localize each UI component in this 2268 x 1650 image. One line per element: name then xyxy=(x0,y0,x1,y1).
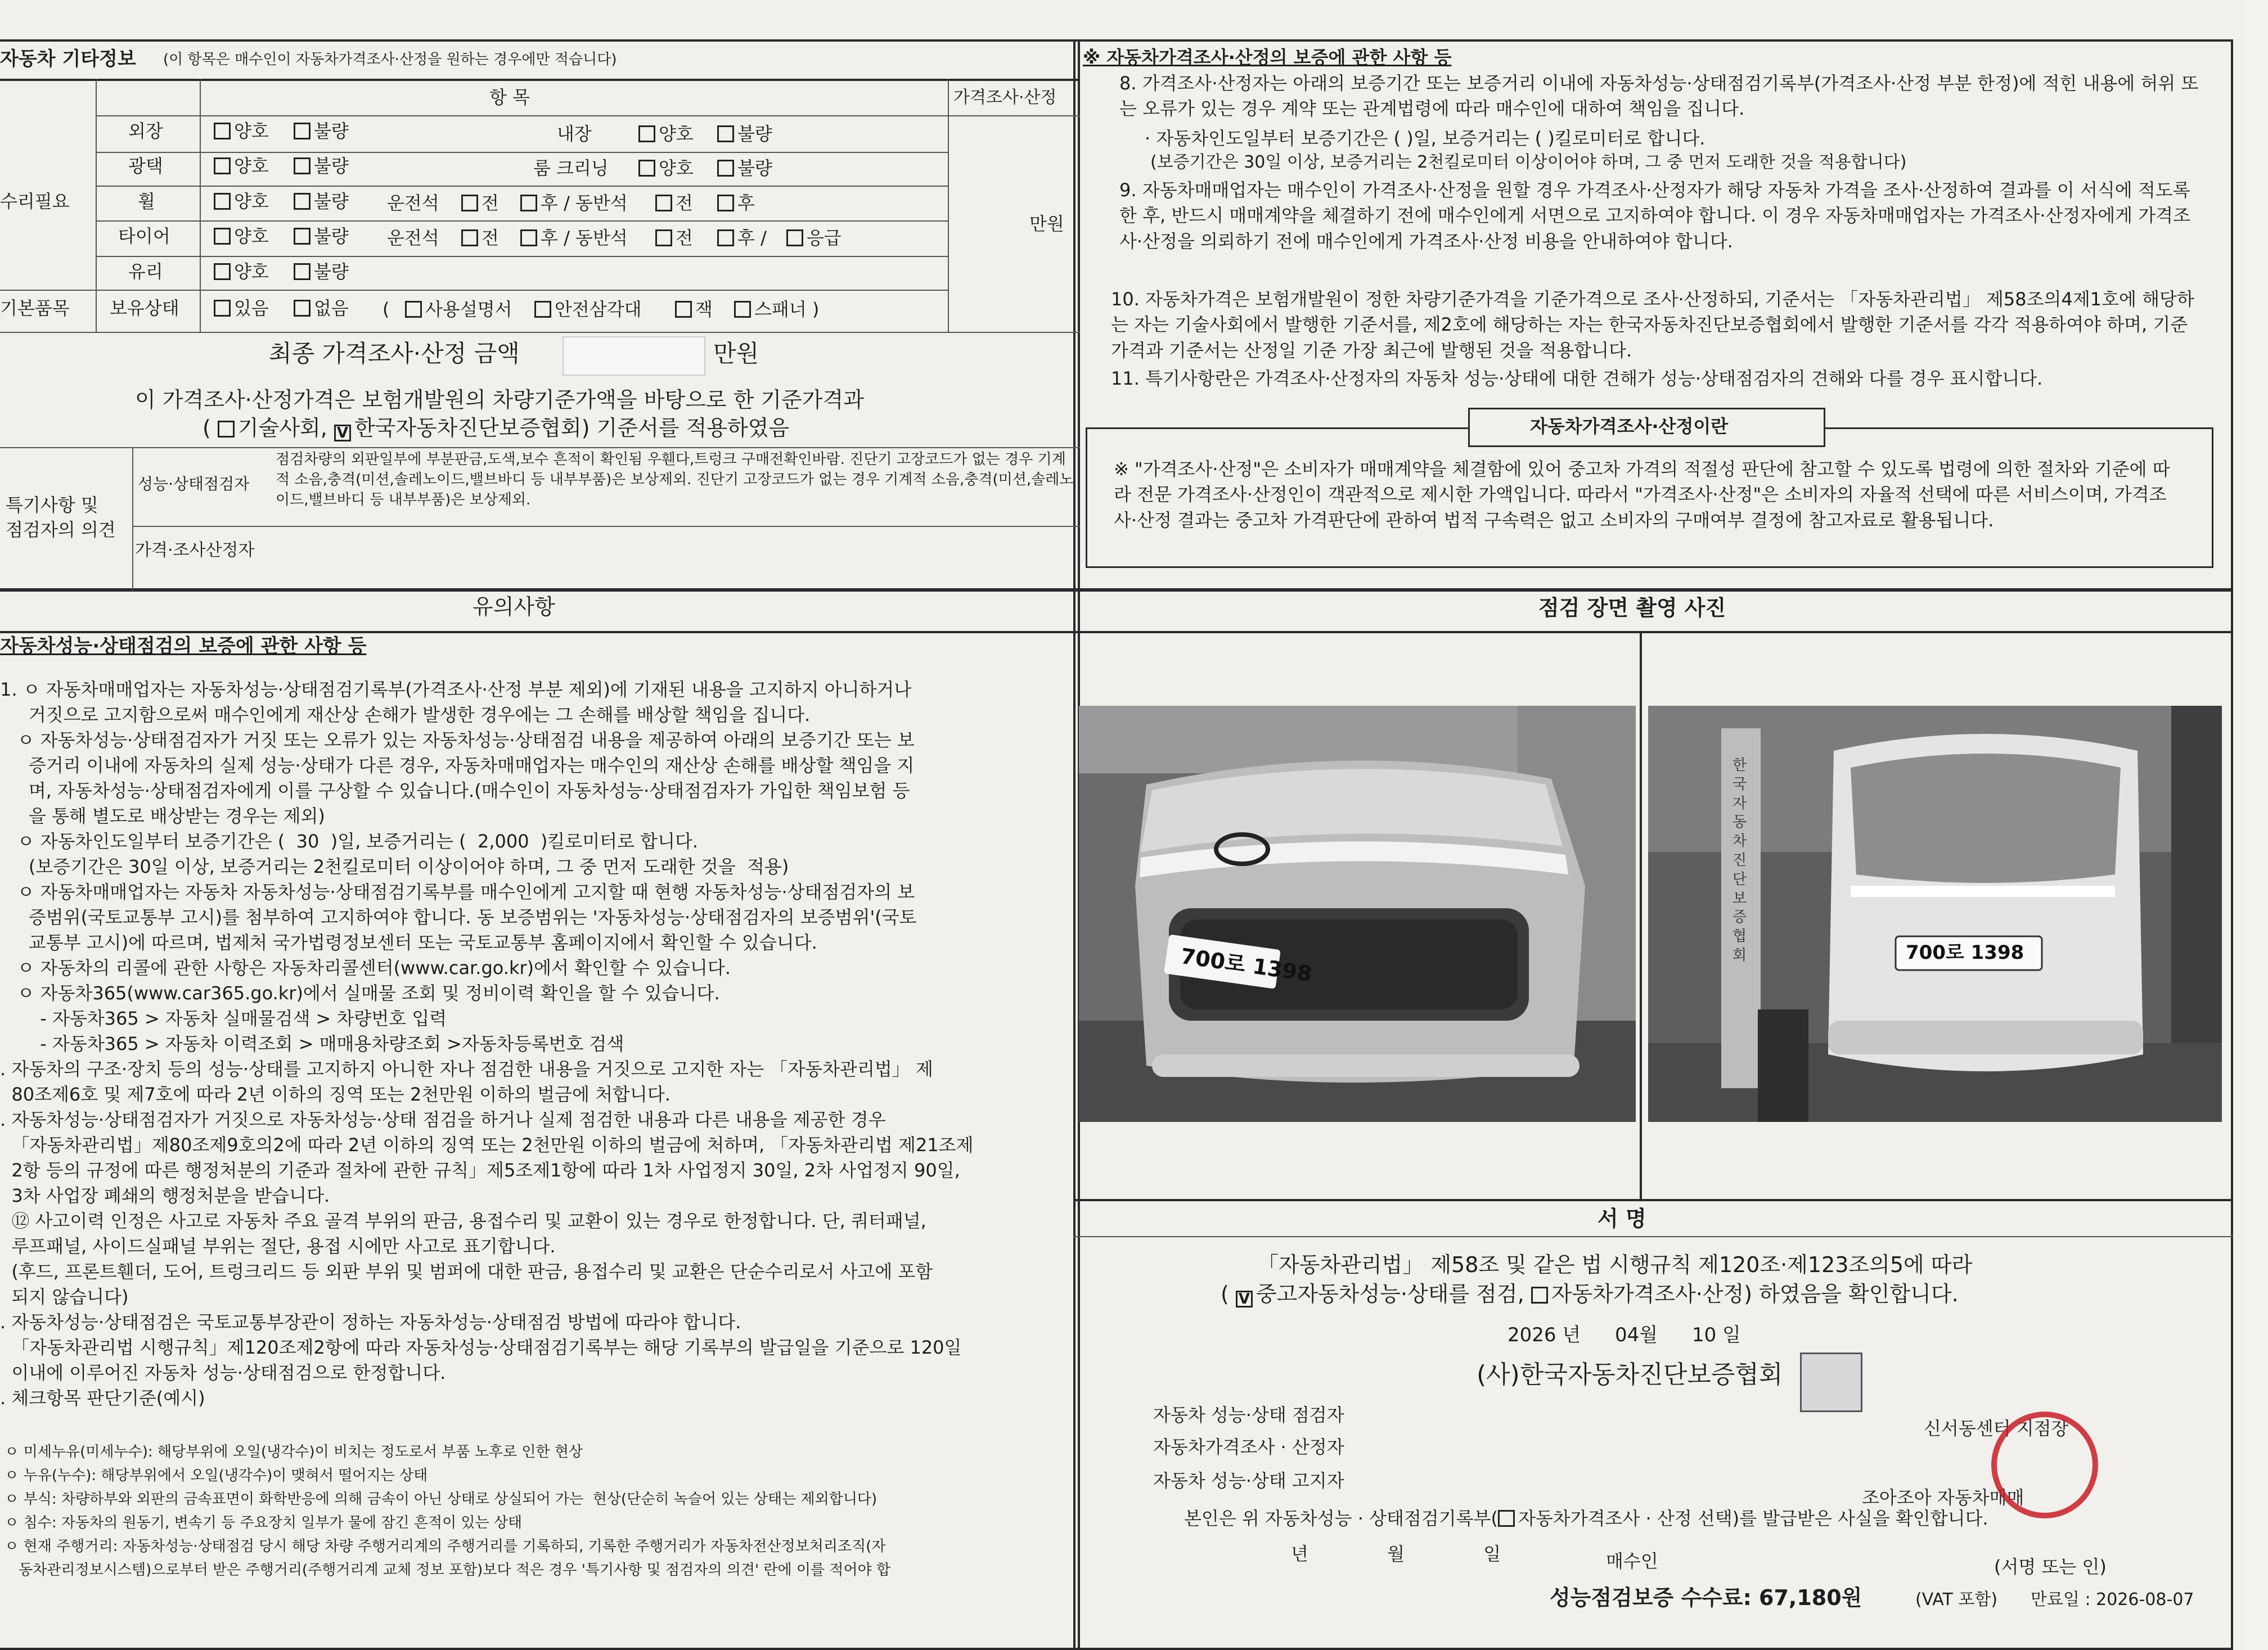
checkbox-price-survey[interactable] xyxy=(1531,1287,1548,1304)
row-gloss-label: 광택 xyxy=(128,155,163,177)
wheel-passenger-front[interactable] xyxy=(655,193,693,214)
owned-none[interactable] xyxy=(294,298,349,319)
sig-year-label: 년 xyxy=(1562,1324,1581,1346)
notice-line: (후드, 프론트휀더, 도어, 트렁크리드 등 외판 부위 및 범퍼에 대한 판금, 용접수리 및 교환은 단순수리로서 사고에 포함 xyxy=(0,1261,933,1282)
option-label: 안전삼각대 xyxy=(555,299,642,320)
confirm-paren: ( xyxy=(1221,1282,1229,1306)
notice-title: 유의사항 xyxy=(472,594,555,619)
wheel-passenger-rear[interactable] xyxy=(717,193,755,214)
checkbox[interactable] xyxy=(214,300,231,317)
option-label: 불량 xyxy=(314,155,349,177)
option-label: 응급 xyxy=(807,227,842,249)
confirm-option-2: 자동차가격조사·산정) xyxy=(1551,1282,1753,1306)
checkbox[interactable] xyxy=(717,160,734,177)
owned-manual[interactable] xyxy=(405,299,512,320)
wheel-rear-passenger[interactable] xyxy=(520,193,628,214)
tire-passenger-front[interactable] xyxy=(655,228,693,249)
front-view-photo xyxy=(1079,706,1636,1122)
checkbox[interactable] xyxy=(214,228,231,245)
basis-paren: ( xyxy=(202,416,211,440)
fee-value: 67,180원 xyxy=(1759,1585,1862,1610)
inspector-label-2: 가격·조사산정자 xyxy=(135,540,255,560)
row-line xyxy=(96,186,948,187)
tire-rear-passenger[interactable] xyxy=(520,228,628,249)
repair-label: 수리필요 xyxy=(0,191,70,212)
definition-title: 자동차가격조사·산정이란 xyxy=(1530,416,1729,437)
notice-line: 교통부 고시)에 따르며, 법제처 국가법령정보센터 또는 국토교통부 홈페이지에서 확인할 수 있습니다. xyxy=(0,932,817,953)
checkbox[interactable] xyxy=(734,301,751,318)
wheel-bad[interactable] xyxy=(294,191,349,212)
label-col-divider xyxy=(96,79,97,332)
basic-label: 기본품목 xyxy=(0,297,70,319)
checkbox[interactable] xyxy=(717,125,734,142)
item-9: 9. 자동차매매업자는 매수인이 가격조사·산정을 원할 경우 가격조사·산정자가 해당 자동차 가격을 조사·산정하여 결과를 이 서식에 적도록 한 후, 반드시 매매계약을 체결하기 전에 매수인에게 서면으로 고지하여야 합니다. 이 경우 자동차매매업자는 가격조사·산정자에게 가격조사·산정을 의뢰하기 전에 매수인에게 가격조사·산정 비용을 안내하여야 합니다. xyxy=(1119,179,2190,252)
checkbox[interactable] xyxy=(294,123,310,139)
notice-line: (보증기간은 30일 이상, 보증거리는 2천킬로미터 이상이어야 하며, 그 중 먼저 도래한 것을 적용) xyxy=(0,856,789,877)
criteria-line: ㅇ 누유(누수): 해당부위에서 오일(냉각수)이 맺혀서 떨어지는 상태 xyxy=(0,1467,428,1484)
owned-spanner[interactable] xyxy=(734,299,819,320)
notice-line: 증거리 이내에 자동차의 실제 성능·상태가 다른 경우, 자동차매매업자는 매수인의 재산상 손해를 배상할 책임을 지 xyxy=(0,755,915,776)
notice-line: - 자동차365 > 자동차 실매물검색 > 차량번호 입력 xyxy=(0,1008,447,1029)
special-label-2: 점검자의 의견 xyxy=(6,519,116,540)
option-label: 없음 xyxy=(314,297,349,319)
row-line xyxy=(0,332,1080,333)
item-col-divider xyxy=(200,79,201,332)
buyer-confirm-option: 자동차가격조사 · 산정 선택)를 발급받은 사실을 확인합니다. xyxy=(1518,1508,1988,1529)
signature-title-line xyxy=(1073,1236,2233,1237)
notice-line: ㅇ 자동차성능·상태점검자가 거짓 또는 오류가 있는 자동차성능·상태점검 내용을 제공하여 아래의 보증기간 또는 보 xyxy=(0,729,915,751)
exterior-good[interactable] xyxy=(214,121,269,142)
sig-day-label: 일 xyxy=(1722,1324,1741,1346)
row-line xyxy=(0,290,948,291)
option-label: 양호 xyxy=(659,157,694,179)
checkbox[interactable] xyxy=(294,228,310,245)
final-amount-field[interactable] xyxy=(562,336,705,376)
section-title-other-info: 자동차 기타정보 xyxy=(0,48,136,70)
wheel-front[interactable] xyxy=(461,193,499,214)
notice-line: 2항 등의 규정에 따른 행정처분의 기준과 절차에 관한 규칙」제5조제1항에 따라 1차 사업정지 30일, 2차 사업정지 90일, xyxy=(0,1160,960,1181)
header-bottom-line xyxy=(96,115,1080,116)
red-seal-stamp xyxy=(1991,1412,2098,1518)
front-car-illustration xyxy=(1079,706,1636,1122)
sign-or-seal-note: (서명 또는 인) xyxy=(1994,1556,2107,1577)
notice-line: - 자동차365 > 자동차 이력조회 > 매매용차량조회 >자동차등록번호 검색 xyxy=(0,1033,624,1054)
interior-good[interactable] xyxy=(638,124,694,145)
checkbox[interactable] xyxy=(520,229,537,246)
criteria-line: ㅇ 미세누유(미세누수): 해당부위에 오일(냉각수)이 비치는 정도로서 부품 노후로 인한 현상 xyxy=(0,1444,583,1460)
tire-bad[interactable] xyxy=(294,226,349,247)
option-label: 있음 xyxy=(234,297,269,319)
role-inspector-name: 신서동센터 지점장 xyxy=(1924,1418,2069,1439)
owned-paren: ( xyxy=(382,299,390,320)
notice-line: 3차 사업장 폐쇄의 행정처분을 받습니다. xyxy=(0,1185,330,1206)
fee-vat: (VAT 포함) xyxy=(1915,1590,1998,1610)
checkbox[interactable] xyxy=(214,193,231,210)
special-label-1: 특기사항 및 xyxy=(6,494,98,516)
expiry-line xyxy=(2031,1590,2194,1610)
row-interior-label: 내장 xyxy=(557,123,592,145)
row-wheel-label: 휠 xyxy=(138,191,155,212)
buyer-label: 매수인 xyxy=(1606,1550,1658,1572)
item-10: 10. 자동차가격은 보험개발원이 정한 차량기준가격을 기준가격으로 조사·산정하되, 기준서는 「자동차관리법」 제58조의4제1호에 해당하는 자는 기술사회에서 발행한 기준서를, 제2호에 해당하는 자는 한국자동차진단보증협회에서 발행한 기준서를 각각 적용하여야 하며, 기준가격과 기준서는 산정일 기준 가장 최근에 발행된 것을 적용합니다. xyxy=(1111,288,2194,361)
fee-line xyxy=(1550,1586,1862,1611)
checkbox[interactable] xyxy=(461,195,478,211)
row-line xyxy=(96,152,948,153)
sig-year: 2026 xyxy=(1508,1324,1556,1346)
option-label: 전 xyxy=(676,192,693,214)
criteria-line: ㅇ 현재 주행거리: 자동차성능·상태점검 당시 해당 차량 주행거리계의 주행거리를 기록하되, 기록한 주행거리가 자동차전산정보처리조직(자 xyxy=(0,1538,886,1555)
item-8: 8. 가격조사·산정자는 아래의 보증기간 또는 보증거리 이내에 자동차성능·상태점검기록부(가격조사·산정 부분 한정)에 적힌 내용에 허위 또는 오류가 있는 경우 계약 또는 관계법령에 따라 매수인에 대하여 책임을 집니다. xyxy=(1119,73,2199,120)
notice-line: . 자동차성능·상태점검은 국토교통부장관이 정하는 자동차성능·상태점검 방법에 따라야 합니다. xyxy=(0,1311,741,1333)
top-border xyxy=(0,39,2233,42)
notice-line: 증범위(국토교통부 고시)를 첨부하여 고지하여야 합니다. 동 보증범위는 '자동차성능·상태점검자의 보증범위'(국토 xyxy=(0,907,917,928)
photos-title-line xyxy=(1073,631,2233,633)
checkbox[interactable] xyxy=(461,229,478,246)
option-label: 불량 xyxy=(314,226,349,247)
signature-confirm-line xyxy=(1221,1282,1959,1308)
expiry-value: 2026-08-07 xyxy=(2096,1590,2194,1610)
checkbox[interactable] xyxy=(717,195,734,211)
notice-line: 이내에 이루어진 자동차 성능·상태점검으로 한정합니다. xyxy=(0,1362,446,1383)
option-label: 사용설명서 xyxy=(425,299,512,320)
header-top-line xyxy=(0,79,1080,81)
room-good[interactable] xyxy=(638,158,694,179)
row-owned-label: 보유상태 xyxy=(110,297,179,319)
basis-line-2 xyxy=(202,416,789,441)
checkbox[interactable] xyxy=(520,195,537,211)
checkbox[interactable] xyxy=(638,125,655,142)
basis-option-1: 기술사회, xyxy=(237,416,327,440)
item-8-sub-1: · 자동차인도일부터 보증기간은 ( )일, 보증거리는 ( )킬로미터로 합니다. xyxy=(1145,128,1706,149)
row-line xyxy=(132,526,1080,527)
buyer-day-label: 일 xyxy=(1483,1543,1501,1565)
role-notifier: 자동차 성능·상태 고지자 xyxy=(1153,1470,1344,1491)
notice-line: ㅇ 자동차365(www.car365.go.kr)에서 실매물 조회 및 정비이력 확인을 할 수 있습니다. xyxy=(0,982,720,1004)
row-line xyxy=(0,447,1080,448)
option-label: 전 xyxy=(482,192,499,214)
pillar-association-text: 한국자동차진단보증협회 xyxy=(1732,757,1747,964)
association-seal xyxy=(1800,1353,1862,1412)
basis-suffix: 기준서를 적용하였음 xyxy=(596,416,790,440)
confirm-option-1: 중고자동차성능·상태를 점검, xyxy=(1256,1282,1524,1306)
signature-date xyxy=(1508,1324,1741,1346)
notice-subtitle: 자동차성능·상태점검의 보증에 관한 사항 등 xyxy=(0,635,367,657)
checkbox-used-car-inspection[interactable]: V xyxy=(1236,1291,1253,1308)
fee-label: 성능점검보증 수수료: xyxy=(1550,1585,1752,1610)
sig-month-label: 월 xyxy=(1639,1324,1658,1346)
notice-line: 「자동차관리법 시행규칙」제120조제2항에 따라 자동차성능·상태점검기록부는 해당 기록부의 발급일을 기준으로 120일 xyxy=(0,1337,962,1358)
option-label: 불량 xyxy=(314,191,349,212)
buyer-confirm-text: 본인은 위 자동차성능 · 상태점검기록부( xyxy=(1184,1508,1498,1529)
checkbox-kadia[interactable]: V xyxy=(334,425,351,441)
special-col-divider xyxy=(132,447,133,590)
sig-day: 10 xyxy=(1691,1324,1717,1346)
buyer-month-label: 월 xyxy=(1387,1543,1405,1565)
role-notifier-name: 조아조아 자동차매매 xyxy=(1862,1487,2024,1508)
notice-line: ㅇ 자동차의 리콜에 관한 사항은 자동차리콜센터(www.car.go.kr)에서 확인할 수 있습니다. xyxy=(0,957,731,979)
option-label: 양호 xyxy=(234,120,269,142)
checkbox[interactable] xyxy=(294,263,310,280)
notice-line: . 자동차의 구조·장치 등의 성능·상태를 고지하지 아니한 자나 점검한 내용을 거짓으로 고지한 자는 「자동차관리법」 제 xyxy=(0,1058,933,1080)
notice-line: 을 통해 별도로 배상받는 경우는 제외) xyxy=(0,805,325,827)
option-label: 전 xyxy=(676,227,693,249)
option-label: 양호 xyxy=(234,155,269,177)
definition-text: ※ "가격조사·산정"은 소비자가 매매계약을 체결함에 있어 중고차 가격의 적절성 판단에 참고할 수 있도록 법령에 의한 절차와 기준에 따라 전문 가격조사·산정인이 객관적으로 제시한 가액입니다. 따라서 "가격조사·산정"은 소비자의 자율적 선택에 따른 서비스이며, 가격조사·산정 결과는 중고차 가격판단에 관하여 법적 구속력은 없고 소비자의 구매여부 결정에 참고자료로 활용됩니다. xyxy=(1114,458,2170,531)
row-glass-label: 유리 xyxy=(128,261,163,282)
option-label: 불량 xyxy=(737,123,772,145)
checkbox[interactable] xyxy=(214,157,231,174)
header-item: 항 목 xyxy=(489,87,530,108)
glass-good[interactable] xyxy=(214,262,269,282)
notice-line: 되지 않습니다) xyxy=(0,1286,129,1308)
option-label: 양호 xyxy=(234,191,269,212)
role-inspector: 자동차 성능·상태 점검자 xyxy=(1153,1404,1344,1426)
option-label: 후 xyxy=(737,192,755,214)
price-warranty-title: ※ 자동차가격조사·산정의 보증에 관한 사항 등 xyxy=(1083,47,1452,68)
inspector-label-1: 성능·상태점검자 xyxy=(138,475,250,493)
criteria-line: ㅇ 부식: 차량하부와 외판의 금속표면이 화학반응에 의해 금속이 아닌 상태로 상실되어 가는 현상(단순히 녹슬어 있는 상태는 제외합니다) xyxy=(0,1491,878,1508)
item-8-sub-2: (보증기간은 30일 이상, 보증거리는 2천킬로미터 이상이어야 하며, 그 중 먼저 도래한 것을 적용합니다) xyxy=(1150,152,1907,172)
tire-good[interactable] xyxy=(214,226,269,247)
header-price: 가격조사·산정 xyxy=(953,88,1057,107)
notice-line: 거짓으로 고지함으로써 매수인에게 재산상 손해가 발생한 경우에는 그 손해를 배상할 책임을 집니다. xyxy=(0,704,811,725)
checkbox[interactable] xyxy=(638,160,655,177)
expiry-label: 만료일 : xyxy=(2031,1590,2091,1610)
tire-driver-label: 운전석 xyxy=(387,227,439,249)
checkbox[interactable] xyxy=(214,123,231,139)
tire-emergency[interactable] xyxy=(786,228,842,249)
row-line xyxy=(96,256,948,257)
buyer-confirm-line xyxy=(1184,1508,1988,1529)
notice-line: 며, 자동차성능·상태점검자에게 이를 구상할 수 있습니다.(매수인이 자동차성능·상태점검자가 가입한 책임보험 등 xyxy=(0,780,910,801)
section-title-note: (이 항목은 매수인이 자동차가격조사·산정을 원하는 경우에만 적습니다) xyxy=(163,51,617,68)
item-11: 11. 특기사항란은 가격조사·산정자의 자동차 성능·상태에 대한 견해가 성능·상태점검자의 견해와 다를 경우 표시합니다. xyxy=(1111,368,2043,389)
gloss-bad[interactable] xyxy=(294,156,349,177)
notice-line: ㅇ 자동차인도일부터 보증기간은 ( 30 )일, 보증거리는 ( 2,000 )킬로미터로 합니다. xyxy=(0,831,699,852)
criteria-line: ㅇ 침수: 자동차의 원동기, 변속기 등 주요장치 일부가 물에 잠긴 흔적이 있는 상태 xyxy=(0,1514,523,1531)
rear-view-photo xyxy=(1648,706,2222,1122)
checkbox[interactable] xyxy=(294,300,310,317)
interior-bad[interactable] xyxy=(717,124,772,145)
front-license-plate: 700로 1398 xyxy=(1179,943,1314,987)
row-line xyxy=(96,220,948,222)
room-bad[interactable] xyxy=(717,158,772,179)
option-label: 후 / 동반석 xyxy=(541,192,628,214)
option-label: 불량 xyxy=(314,120,349,142)
checkbox[interactable] xyxy=(717,229,734,246)
checkbox[interactable] xyxy=(786,229,803,246)
checkbox[interactable] xyxy=(534,301,551,318)
buyer-year-label: 년 xyxy=(1291,1543,1308,1565)
confirm-suffix: 하였음을 확인합니다. xyxy=(1759,1282,1959,1306)
final-amount-label: 최종 가격조사·산정 금액 xyxy=(269,340,520,367)
checkbox[interactable] xyxy=(294,193,310,210)
basis-line-1: 이 가격조사·산정가격은 보험개발원의 차량기준가액을 바탕으로 한 기준가격과 xyxy=(135,387,864,412)
signature-title: 서 명 xyxy=(1598,1206,1646,1231)
price-unit-label: 만원 xyxy=(1029,213,1064,235)
notice-line: ㅇ 자동차매매업자는 자동차 자동차성능·상태점검기록부를 매수인에게 고지할 때 현행 자동차성능·상태점검자의 보 xyxy=(0,881,915,903)
checkbox-buyer-price-survey[interactable] xyxy=(1498,1510,1515,1527)
notice-line: . 체크항목 판단기준(예시) xyxy=(0,1387,205,1409)
option-label: 전 xyxy=(482,227,499,249)
option-label: 양호 xyxy=(659,123,694,145)
checkbox-tech-society[interactable] xyxy=(218,421,235,438)
checkbox[interactable] xyxy=(655,195,672,211)
owned-has[interactable] xyxy=(214,298,269,319)
role-price-surveyor: 자동차가격조사 · 산정자 xyxy=(1153,1436,1344,1458)
tire-front[interactable] xyxy=(461,228,499,249)
row-room-cleaning-label: 룸 크리닝 xyxy=(533,157,609,179)
inspector-opinion: 점검차량의 외판일부에 부분판금,도색,보수 흔적이 확인됨 우휀다,트렁크 구매전확인바람. 진단기 고장코드가 없는 경우 기계적 소음,충격(미션,솔레노이드,밸브바디 등 내부부품)은 보상제외. 진단기 고장코드가 없는 경우 기계적 소음,충격(미션,솔레노이드,밸브바디 등 내부부품)은 보상제외. xyxy=(276,451,1074,508)
option-label: 양호 xyxy=(234,226,269,247)
option-label: 양호 xyxy=(234,261,269,282)
notice-line: ⑫ 사고이력 인정은 사고로 자동차 주요 골격 부위의 판금, 용접수리 및 교환이 있는 경우로 한정합니다. 단, 쿼터패널, xyxy=(0,1210,926,1232)
exterior-bad[interactable] xyxy=(294,121,349,142)
signature-top-line xyxy=(1073,1199,2233,1201)
price-col-divider xyxy=(948,79,949,332)
wheel-driver-label: 운전석 xyxy=(387,192,439,214)
buyer-date xyxy=(1291,1544,1501,1565)
notice-line: 루프패널, 사이드실패널 부위는 절단, 용접 시에만 사고로 표기합니다. xyxy=(0,1236,556,1257)
checkbox[interactable] xyxy=(214,263,231,280)
final-amount-unit: 만원 xyxy=(713,340,759,367)
glass-bad[interactable] xyxy=(294,262,349,282)
criteria-line: 동차관리정보시스템)으로부터 받은 주행거리(주행거리계 교체 정보 포함)보다 적은 경우 '특기사항 및 점검자의 의견' 란에 이를 적어야 합 xyxy=(0,1562,891,1579)
photos-divider xyxy=(1640,631,1642,1199)
wheel-good[interactable] xyxy=(214,191,269,212)
rear-license-plate: 700로 1398 xyxy=(1906,941,2024,964)
signature-legal-line: 「자동차관리법」 제58조 및 같은 법 시행규칙 제120조·제123조의5에 따라 xyxy=(1257,1252,1973,1277)
option-label: 후 / xyxy=(737,227,767,249)
sig-month: 04 xyxy=(1615,1324,1640,1346)
checkbox[interactable] xyxy=(675,301,692,318)
gloss-good[interactable] xyxy=(214,156,269,177)
notice-line: 80조제6호 및 제7호에 따라 2년 이하의 징역 또는 2천만원 이하의 벌금에 처합니다. xyxy=(0,1084,670,1105)
option-label: 잭 xyxy=(695,299,713,320)
owned-jack[interactable] xyxy=(675,299,713,320)
notice-line: 「자동차관리법」제80조제9호의2에 따라 2년 이하의 징역 또는 2천만원 이하의 벌금에 처하며, 「자동차관리법 제21조제 xyxy=(0,1134,974,1156)
row-exterior-label: 외장 xyxy=(128,120,163,142)
tire-passenger-rear[interactable] xyxy=(717,228,767,249)
notice-line: 1. ㅇ 자동차매매업자는 자동차성능·상태점검기록부(가격조사·산정 부분 제외)에 기재된 내용을 고지하지 아니하거나 xyxy=(0,679,912,700)
option-label: 스패너 ) xyxy=(754,299,820,320)
owned-triangle[interactable] xyxy=(534,299,642,320)
checkbox[interactable] xyxy=(294,157,310,174)
row-tire-label: 타이어 xyxy=(118,226,170,247)
association-name: (사)한국자동차진단보증협회 xyxy=(1477,1360,1783,1389)
basis-option-2: 한국자동차진단보증협회) xyxy=(354,416,590,440)
option-label: 불량 xyxy=(737,157,772,179)
option-label: 불량 xyxy=(314,261,349,282)
photos-title: 점검 장면 촬영 사진 xyxy=(1538,596,1726,620)
checkbox[interactable] xyxy=(655,229,672,246)
notice-title-line xyxy=(0,631,1080,633)
checkbox[interactable] xyxy=(405,301,422,318)
option-label: 후 / 동반석 xyxy=(541,227,628,249)
notice-line: . 자동차성능·상태점검자가 거짓으로 자동차성능·상태 점검을 하거나 실제 점검한 내용과 다른 내용을 제공한 경우 xyxy=(0,1109,886,1130)
